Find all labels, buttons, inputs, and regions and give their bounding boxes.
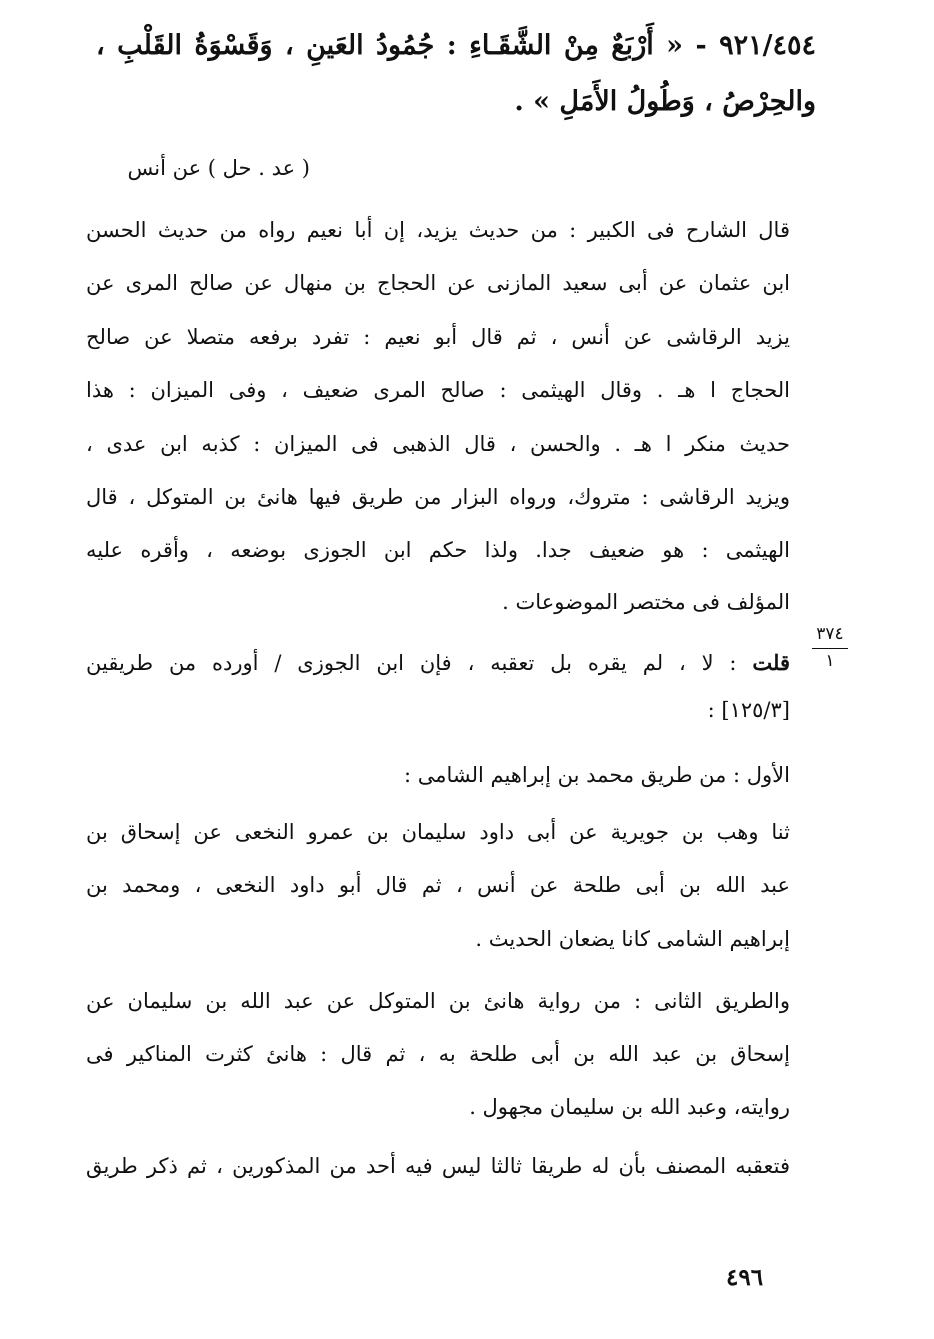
margin-reference-rule: [812, 648, 848, 649]
commentary-line: يزيد الرقاشى عن أنس ، ثم قال أبو نعيم : تفرد برفعه متصلا عن صالح: [86, 325, 790, 349]
margin-reference: [808, 624, 852, 694]
hadith-text: [96, 30, 816, 130]
commentary-line: قال الشارح فى الكبير : من حديث يزيد، إن أبا نعيم رواه من حديث الحسن: [86, 218, 790, 242]
commentary-paragraph: [86, 218, 790, 618]
second-way-line: إسحاق بن عبد الله بن أبى طلحة به ، ثم قال : هانئ كثرت المناكير فى: [86, 1042, 790, 1066]
first-way-heading: الأول : من طريق محمد بن إبراهيم الشامى :: [403, 763, 790, 787]
qult-line: [١٢٥/٣] :: [707, 698, 790, 722]
commentary-line: ويزيد الرقاشى : متروك، ورواه البزار من طريق فيها هانئ بن المتوكل ، قال: [86, 485, 790, 509]
first-way-line: ثنا وهب بن جويرية عن أبى داود سليمان بن عمرو النخعى عن إسحاق بن: [86, 820, 790, 844]
closing-paragraph: [86, 1154, 790, 1194]
commentary-line: حديث منكر ا هـ . والحسن ، قال الذهبى فى الميزان : كذبه ابن عدى ،: [86, 432, 790, 456]
qult-paragraph: [86, 650, 790, 730]
hadith-line: والحِرْصُ ، وَطُولُ الأَمَلِ » .: [514, 86, 816, 117]
hadith-line: ٩٢١/٤٥٤ - « أَرْبَعٌ مِنْ الشَّقَـاءِ : جُمُودُ العَينِ ، وَقَسْوَةُ القَلْبِ ،: [96, 30, 816, 61]
qult-line: [86, 650, 790, 675]
source-reference: ( عد . حل ) عن أنس: [127, 156, 310, 180]
first-way-line: عبد الله بن أبى طلحة عن أنس ، ثم قال أبو داود النخعى ، ومحمد بن: [86, 873, 790, 897]
second-way-line: روايته، وعبد الله بن سليمان مجهول .: [469, 1095, 790, 1119]
closing-line: فتعقبه المصنف بأن له طريقا ثالثا ليس فيه أحد من المذكورين ، ثم ذكر طريق: [86, 1154, 790, 1178]
qult-label: قلت: [752, 650, 790, 675]
commentary-line: المؤلف فى مختصر الموضوعات .: [502, 590, 790, 614]
first-way-line: إبراهيم الشامى كانا يضعان الحديث .: [475, 927, 790, 951]
commentary-line: الهيثمى : هو ضعيف جدا. ولذا حكم ابن الجوزى بوضعه ، وأقره عليه: [86, 538, 790, 562]
margin-reference-bottom: ١: [825, 651, 835, 671]
second-way-line: والطريق الثانى : من رواية هانئ بن المتوكل عن عبد الله بن سليمان عن: [86, 989, 790, 1013]
qult-text: : لا ، لم يقره بل تعقبه ، فإن ابن الجوزى / أورده من طريقين: [86, 651, 737, 675]
second-way-paragraph: [86, 989, 790, 1139]
page-number: ٤٩٦: [726, 1264, 764, 1291]
commentary-line: الحجاج ا هـ . وقال الهيثمى : صالح المرى ضعيف ، وفى الميزان : هذا: [86, 378, 790, 402]
margin-reference-top: ٣٧٤: [816, 624, 844, 644]
first-way-paragraph: [86, 820, 790, 970]
commentary-line: ابن عثمان عن أبى سعيد المازنى عن الحجاج بن منهال عن صالح المرى عن: [86, 271, 790, 295]
